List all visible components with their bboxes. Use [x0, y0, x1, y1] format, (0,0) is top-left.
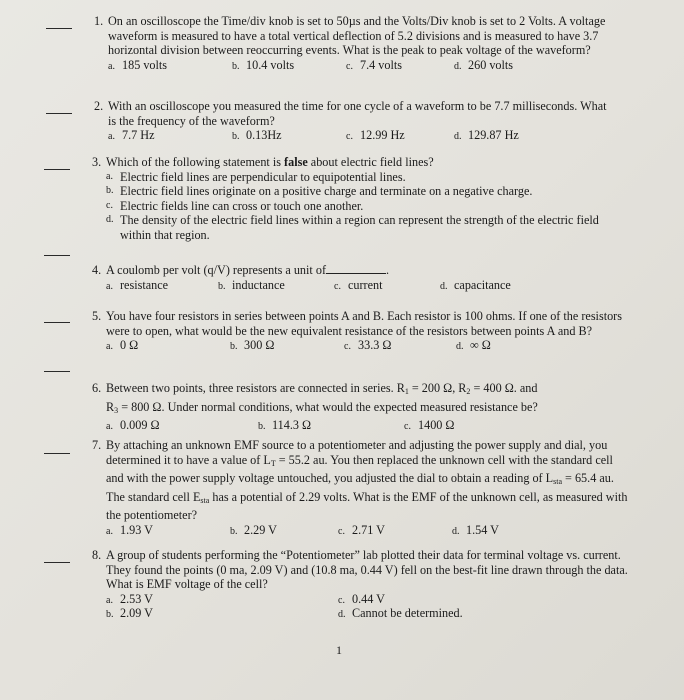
options-row — [108, 58, 614, 73]
option-b[interactable]: b. 300 Ω — [230, 338, 275, 353]
option-a[interactable]: a. 2.53 V — [106, 591, 153, 606]
option-b[interactable]: b. 10.4 volts — [232, 57, 295, 72]
option-c[interactable]: c. 7.4 volts — [346, 57, 402, 72]
options-row — [106, 592, 632, 607]
option-d[interactable]: d. 129.87 Hz — [454, 128, 519, 143]
answer-blank[interactable] — [44, 453, 70, 454]
option-b[interactable]: b. Electric field lines originate on a positive charge and terminate on a negative charge. — [106, 184, 533, 199]
question-number: 8. — [92, 548, 102, 562]
option-b[interactable]: b. 114.3 Ω — [258, 418, 312, 433]
question-5 — [92, 309, 632, 353]
question-stem: A coulomb per volt (q/V) represents a unit of . — [106, 263, 390, 277]
options-row — [106, 338, 632, 353]
question-number: 1. — [94, 14, 104, 28]
question-number: 5. — [92, 309, 102, 323]
question-4 — [92, 263, 612, 292]
question-stem: A group of students performing the “Potentiometer” lab plotted their data for terminal voltage vs. current. They found the points (0 ma, 2.09 V) and (10.8 ma, 0.44 V) fell on the best-fit line drawn through the data. What is EMF voltage of the cell? — [106, 548, 628, 592]
question-stem: On an oscilloscope the Time/div knob is set to 50µs and the Volts/Div knob is set to 2 Volts. A voltage waveform is measured to have a total vertical deflection of 5.2 divisions and is measured to have 3.7 horizontal division between reoccurring events. What is the peak to peak voltage of the waveform? — [108, 14, 606, 58]
option-b[interactable]: b. inductance — [218, 277, 285, 292]
question-number: 3. — [92, 155, 102, 169]
option-a[interactable]: a. 0.009 Ω — [106, 418, 160, 433]
option-c[interactable]: c. 33.3 Ω — [344, 338, 392, 353]
question-number: 2. — [94, 99, 104, 113]
question-stem: With an oscilloscope you measured the time for one cycle of a waveform to be 7.7 milliseconds. What is the frequency of the waveform? — [108, 99, 607, 128]
option-c[interactable]: c. 2.71 V — [338, 522, 385, 537]
option-a[interactable]: a. 7.7 Hz — [108, 128, 155, 143]
question-stem: Between two points, three resistors are connected in series. $R_1 = 200$ Ω, $R_2 = 400$ Ω. and $R_3 = 800$ Ω. Under normal conditions, what would the expected measured resistance be? — [106, 381, 538, 415]
option-c[interactable]: c. 12.99 Hz — [346, 128, 405, 143]
answer-blank[interactable] — [44, 255, 70, 256]
option-b[interactable]: b. 0.13Hz — [232, 128, 282, 143]
answer-blank[interactable] — [46, 113, 72, 114]
question-stem: By attaching an unknown EMF source to a potentiometer and adjusting the power supply and dial, you determined it to have a value of $L_T = 55.2$ au. You then replaced the unknown cell with the standard cell and with the power supply voltage untouched, you adjusted the dial to obtain a reading of $L_{sta} = 65.4$ au. The standard cell $E_{sta}$ has a potential of 2.29 volts. What is the EMF of the unknown cell, as measured with the potentiometer? — [106, 438, 628, 523]
options-row — [106, 606, 632, 621]
option-d[interactable]: d. The density of the electric field lines within a region can represent the strength of the electric field within that region. — [106, 213, 599, 242]
option-d[interactable]: d. ∞ Ω — [456, 338, 491, 353]
answer-blank[interactable] — [44, 371, 70, 372]
option-a[interactable]: a. 185 volts — [108, 57, 168, 72]
option-c[interactable]: c. Electric fields line can cross or touch one another. — [106, 198, 364, 213]
fill-in-blank[interactable] — [326, 263, 386, 274]
options-row — [106, 418, 632, 433]
answer-blank[interactable] — [44, 322, 70, 323]
option-a[interactable]: a. 1.93 V — [106, 522, 153, 537]
question-number: 4. — [92, 263, 102, 277]
answer-blank[interactable] — [44, 169, 70, 170]
question-stem: Which of the following statement is false about electric field lines? — [106, 155, 434, 169]
options-list — [106, 170, 612, 243]
emphasis-false: false — [284, 155, 308, 169]
option-b[interactable]: b. 2.09 V — [106, 606, 153, 621]
question-2 — [94, 99, 614, 143]
option-a[interactable]: a. 0 Ω — [106, 338, 139, 353]
question-number: 7. — [92, 438, 102, 452]
option-a[interactable]: a. resistance — [106, 277, 169, 292]
option-d[interactable]: d. capacitance — [440, 277, 511, 292]
options-row — [108, 128, 614, 143]
answer-blank[interactable] — [46, 28, 72, 29]
question-1 — [94, 14, 614, 72]
option-b[interactable]: b. 2.29 V — [230, 522, 277, 537]
option-d[interactable]: d. Cannot be determined. — [338, 606, 463, 621]
question-stem: You have four resistors in series between points A and B. Each resistor is 100 ohms. If one of the resistors were to open, what would be the new equivalent resistance of the resistors between points A and B? — [106, 309, 622, 338]
option-c[interactable]: c. 1400 Ω — [404, 418, 455, 433]
options-row — [106, 278, 612, 293]
option-a[interactable]: a. Electric field lines are perpendicular to equipotential lines. — [106, 169, 406, 184]
option-c[interactable]: c. current — [334, 277, 383, 292]
question-8 — [92, 548, 632, 621]
question-7 — [92, 438, 632, 538]
option-d[interactable]: d. 260 volts — [454, 57, 514, 72]
option-c[interactable]: c. 0.44 V — [338, 591, 385, 606]
options-row — [106, 523, 632, 538]
page-number: 1 — [336, 643, 342, 657]
question-6 — [92, 381, 632, 433]
answer-blank[interactable] — [44, 562, 70, 563]
question-3 — [92, 155, 612, 243]
question-number: 6. — [92, 381, 102, 395]
option-d[interactable]: d. 1.54 V — [452, 522, 499, 537]
